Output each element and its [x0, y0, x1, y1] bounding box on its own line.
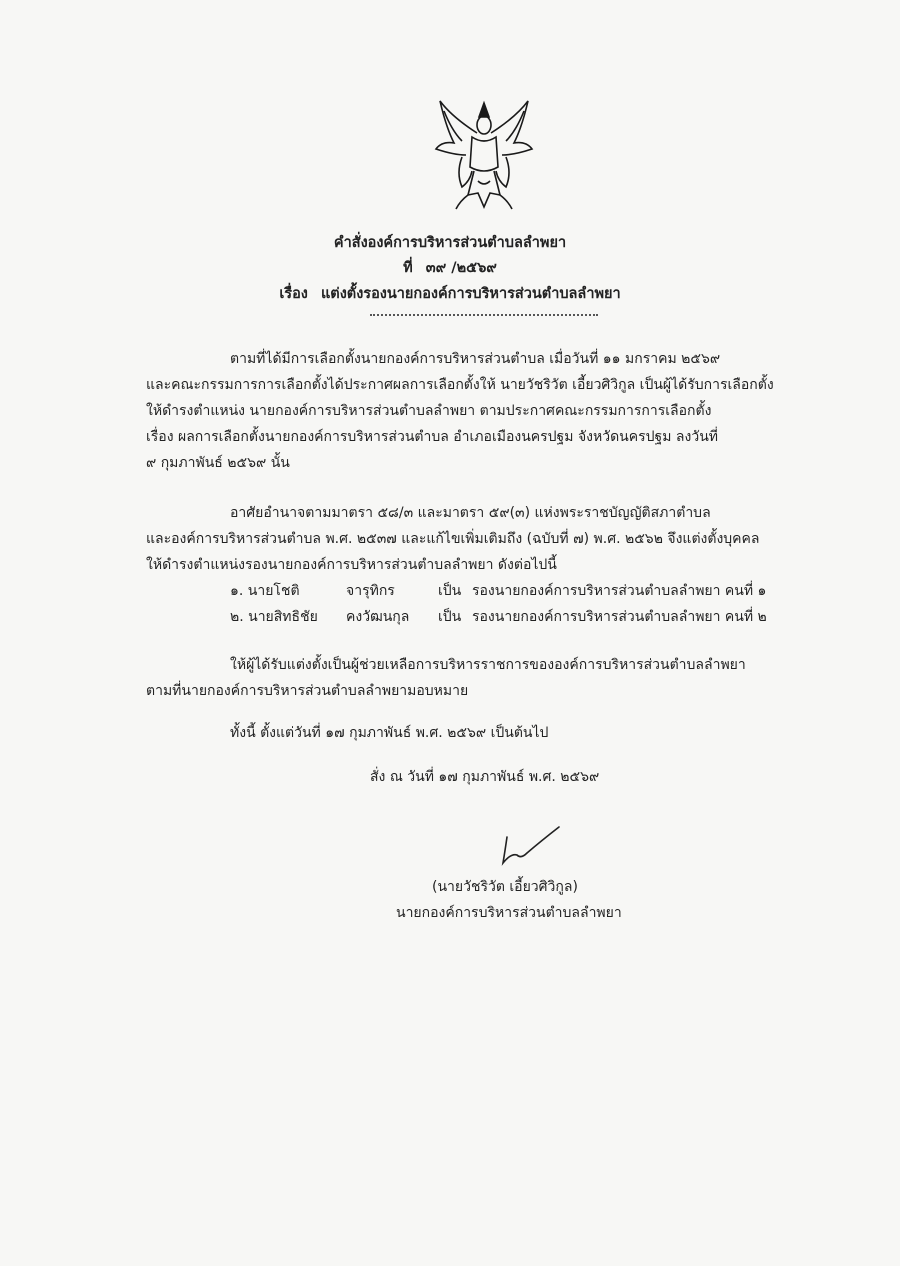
- p2-line-2: และองค์การบริหารส่วนตำบล พ.ศ. ๒๕๓๗ และแก้ไขเพิ่มเติมถึง (ฉบับที่ ๗) พ.ศ. ๒๕๖๒ จึงแต่งตั้งบุคคล: [146, 531, 760, 547]
- p2-line-3: ให้ดำรงตำแหน่งรองนายกองค์การบริหารส่วนตำบลลำพยา ดังต่อไปนี้: [146, 557, 557, 573]
- appointee-name: ๑. นายโชติ: [230, 583, 300, 599]
- p3-line-1: ให้ผู้ได้รับแต่งตั้งเป็นผู้ช่วยเหลือการบริหารราชการขององค์การบริหารส่วนตำบลลำพยา: [230, 657, 746, 673]
- order-subject: [0, 282, 900, 305]
- header-divider: [370, 314, 598, 316]
- order-title: คำสั่งองค์การบริหารส่วนตำบลลำพยา: [333, 235, 567, 251]
- garuda-emblem-icon: [432, 97, 536, 215]
- effective-date: ทั้งนี้ ตั้งแต่วันที่ ๑๗ กุมภาพันธ์ พ.ศ. ๒๕๖๙ เป็นต้นไป: [230, 725, 549, 741]
- signatory-name: (นายวัชริวัต เอี้ยวศิวิกูล): [432, 879, 578, 895]
- appointee-is: เป็น: [438, 583, 462, 599]
- p1-line-3: ให้ดำรงตำแหน่ง นายกองค์การบริหารส่วนตำบลลำพยา ตามประกาศคณะกรรมการการเลือกตั้ง: [146, 403, 712, 419]
- appointee-is: เป็น: [438, 609, 462, 625]
- p1-line-2: และคณะกรรมการการเลือกตั้งได้ประกาศผลการเลือกตั้งให้ นายวัชริวัต เอี้ยวศิวิกูล เป็นผู้ได้รับการเลือกตั้ง: [146, 377, 774, 393]
- handwritten-signature: [497, 823, 563, 867]
- subject-text: แต่งตั้งรองนายกองค์การบริหารส่วนตำบลลำพยา: [320, 286, 621, 302]
- appointee-surname: จารุทิกร: [346, 583, 395, 599]
- order-number-label: ที่: [403, 260, 413, 276]
- p3-line-2: ตามที่นายกองค์การบริหารส่วนตำบลลำพยามอบหมาย: [146, 683, 469, 699]
- p1-line-4: เรื่อง ผลการเลือกตั้งนายกองค์การบริหารส่วนตำบล อำเภอเมืองนครปฐม จังหวัดนครปฐม ลงวันที่: [146, 429, 718, 445]
- subject-label: เรื่อง: [279, 286, 308, 302]
- ordered-date: สั่ง ณ วันที่ ๑๗ กุมภาพันธ์ พ.ศ. ๒๕๖๙: [370, 769, 600, 785]
- p2-line-1: อาศัยอำนาจตามมาตรา ๕๘/๓ และมาตรา ๕๙(๓) แห่งพระราชบัญญัติสภาตำบล: [230, 505, 711, 521]
- appointee-surname: คงวัฒนกุล: [346, 609, 410, 625]
- appointee-position: รองนายกองค์การบริหารส่วนตำบลลำพยา คนที่ ๑: [472, 583, 767, 599]
- signatory-title: นายกองค์การบริหารส่วนตำบลลำพยา: [396, 905, 622, 921]
- appointee-name: ๒. นายสิทธิชัย: [230, 609, 318, 625]
- order-number-value: ๓๙ /๒๕๖๙: [425, 260, 497, 276]
- order-number: [0, 256, 900, 279]
- p1-line-1: ตามที่ได้มีการเลือกตั้งนายกองค์การบริหารส่วนตำบล เมื่อวันที่ ๑๑ มกราคม ๒๕๖๙: [230, 351, 721, 367]
- p1-line-5: ๙ กุมภาพันธ์ ๒๕๖๙ นั้น: [146, 455, 290, 471]
- appointee-position: รองนายกองค์การบริหารส่วนตำบลลำพยา คนที่ ๒: [472, 609, 767, 625]
